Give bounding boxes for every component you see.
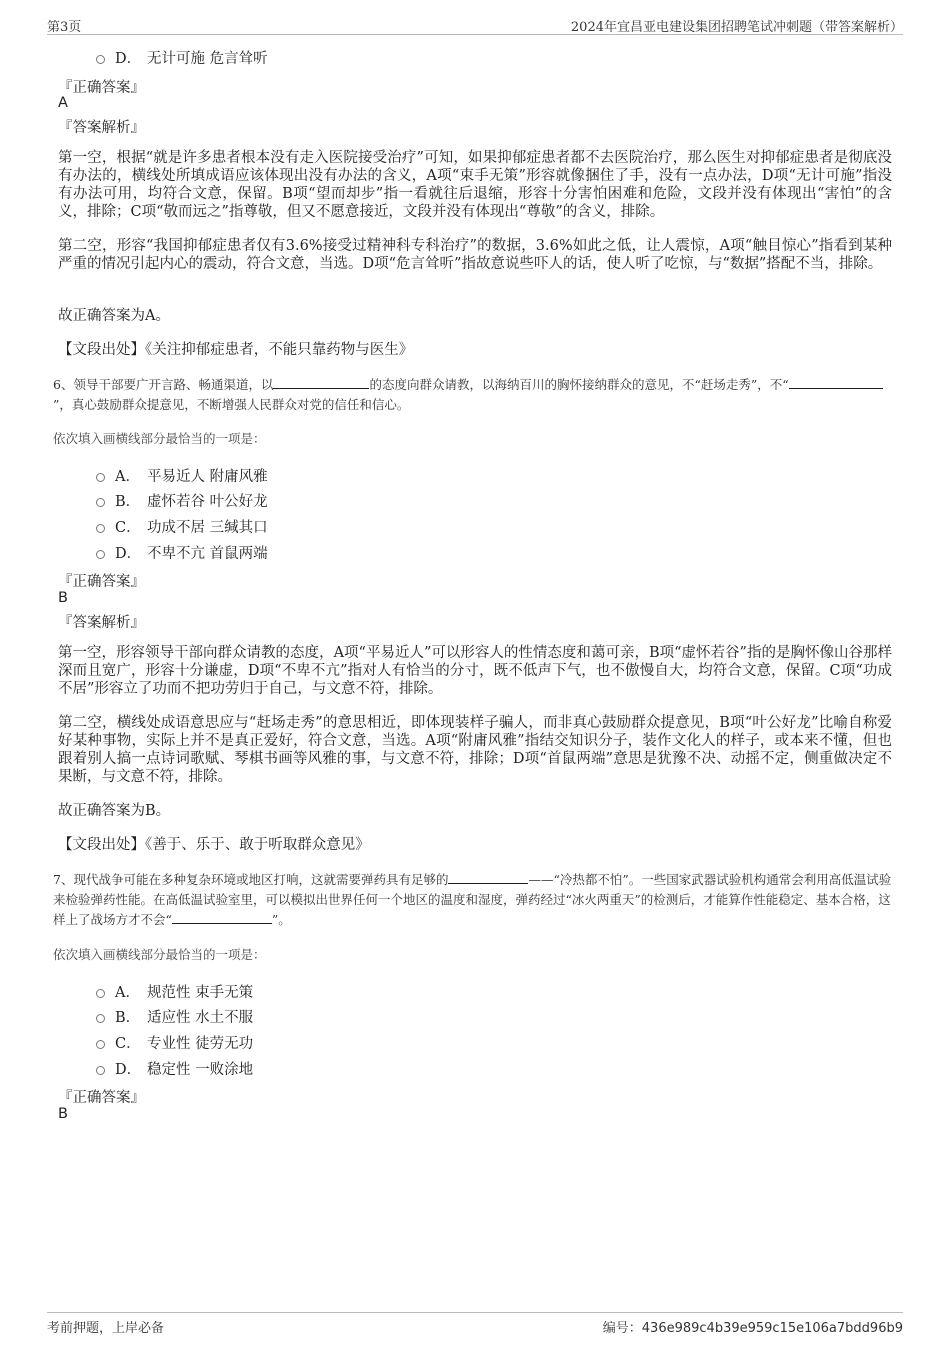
radio-icon[interactable] [96,989,105,998]
radio-icon[interactable] [96,473,105,482]
q7-prompt: 依次填入画横线部分最恰当的一项是： [53,947,266,962]
radio-icon[interactable] [96,550,105,559]
q6-source: 【文段出处】《善于、乐于、敢于听取群众意见》 [58,837,370,853]
blank-1 [448,871,528,884]
q5-answer-label: 『正确答案』 [58,80,145,96]
q6-option-b[interactable]: B． 虚怀若谷 叶公好龙 [96,490,268,511]
q5-source: 【文段出处】《关注抑郁症患者，不能只靠药物与医生》 [58,342,414,358]
q7-option-b[interactable]: B． 适应性 水土不服 [96,1006,253,1027]
q6-analysis-p1: 第一空，形容领导干部向群众请教的态度，A项“平易近人”可以形容人的性情态度和蔼可亲，B项“虚怀若谷”指的是胸怀像山谷那样深而且宽广，形容十分谦虚，D项“不卑不亢”指对人有恰当的分寸，既不低声下气，也不傲慢自大，均符合文意，保留。C项“功成不居”形容立了功而不把功劳归于自己，与文意不符，排除。 [58,645,892,697]
footer-slogan: 考前押题，上岸必备 [47,1321,165,1336]
radio-icon[interactable] [96,498,105,507]
q5-analysis-label: 『答案解析』 [58,120,145,136]
q7-option-d[interactable]: D． 稳定性 一败涂地 [96,1058,253,1079]
page-header [47,14,903,35]
q7-question: 7、现代战争可能在多种复杂环境或地区打响，这就需要弹药具有足够的 ——“冷热都不怕”。一些国家武器试验机构通常会利用高低温试验来检验弹药性能。在高低温试验室里，可以模拟出世界任何一个地区的温度和湿度，弹药经过“冰火两重天”的检测后，才能算作性能稳定、基本合格，这样上了战场方才不会“ ”。 [53,872,892,927]
q5-analysis-p2: 第二空，形容“我国抑郁症患者仅有3.6%接受过精神科专科治疗”的数据，3.6%如此之低，让人震惊，A项“触目惊心”指看到某种严重的情况引起内心的震动，符合文意，当选。D项“危言耸听”指故意说些吓人的话，使人听了吃惊，与“数据”搭配不当，排除。 [58,238,892,272]
q6-option-a[interactable]: A． 平易近人 附庸风雅 [96,465,268,486]
q6-prompt: 依次填入画横线部分最恰当的一项是： [53,431,266,446]
q5-conclusion: 故正确答案为A。 [58,308,170,324]
q6-option-c[interactable]: C． 功成不居 三缄其口 [96,516,268,537]
q6-answer: B [58,590,68,606]
radio-icon[interactable] [96,524,105,533]
q6-conclusion: 故正确答案为B。 [58,803,171,819]
q7-answer-label: 『正确答案』 [58,1090,145,1106]
page-number: 第3页 [47,20,82,35]
q6-option-d[interactable]: D． 不卑不亢 首鼠两端 [96,542,268,563]
radio-icon[interactable] [96,1014,105,1023]
q7-option-c[interactable]: C． 专业性 徒劳无功 [96,1032,253,1053]
blank-1 [273,376,369,389]
q5-answer: A [58,95,68,111]
radio-icon[interactable] [96,1040,105,1049]
q7-answer: B [58,1106,68,1122]
q5-analysis-p1: 第一空，根据“就是许多患者根本没有走入医院接受治疗”可知，如果抑郁症患者都不去医院治疗，那么医生对抑郁症患者是彻底没有办法的，横线处所填成语应该体现出没有办法的含义，A项“束手无策”形容就像捆住了手，没有一点办法，D项“无计可施”指没有办法可用，均符合文意，保留。B项“望而却步”指一看就往后退缩，形容十分害怕困难和危险，文段并没有体现出“害怕”的含义，排除；C项“敬而远之”指尊敬，但又不愿意接近，文段并没有体现出“尊敬”的含义，排除。 [58,150,892,220]
blank-2 [172,911,272,924]
q5-option-d[interactable]: D． 无计可施 危言耸听 [96,47,268,68]
q6-analysis-p2: 第二空，横线处成语意思应与“赶场走秀”的意思相近，即体现装样子骗人，而非真心鼓励群众提意见，B项“叶公好龙”比喻自称爱好某种事物，实际上并不是真正爱好，符合文意，当选。A项“附庸风雅”指结交知识分子，装作文化人的样子，或本来不懂，但也跟着别人搞一点诗词歌赋、琴棋书画等风雅的事，与文意不符，排除；D项“首鼠两端”意思是犹豫不决、动摇不定，侧重做决定不果断，与文意不符，排除。 [58,715,892,785]
blank-2 [789,376,883,389]
q6-analysis-label: 『答案解析』 [58,615,145,631]
radio-icon[interactable] [96,55,105,64]
q6-answer-label: 『正确答案』 [58,574,145,590]
q7-option-a[interactable]: A． 规范性 束手无策 [96,981,253,1002]
page-footer [47,1312,903,1335]
q6-question: 6、领导干部要广开言路、畅通渠道，以 的态度向群众请教，以海纳百川的胸怀接纳群众的意见，不“赶场走秀”，不“”，真心鼓励群众提意见，不断增强人民群众对党的信任和信心。 [53,375,898,415]
document-code: 编号：436e989c4b39e959c15e106a7bdd96b9 [602,1321,903,1336]
document-title: 2024年宜昌亚电建设集团招聘笔试冲刺题（带答案解析） [570,20,903,35]
radio-icon[interactable] [96,1066,105,1075]
